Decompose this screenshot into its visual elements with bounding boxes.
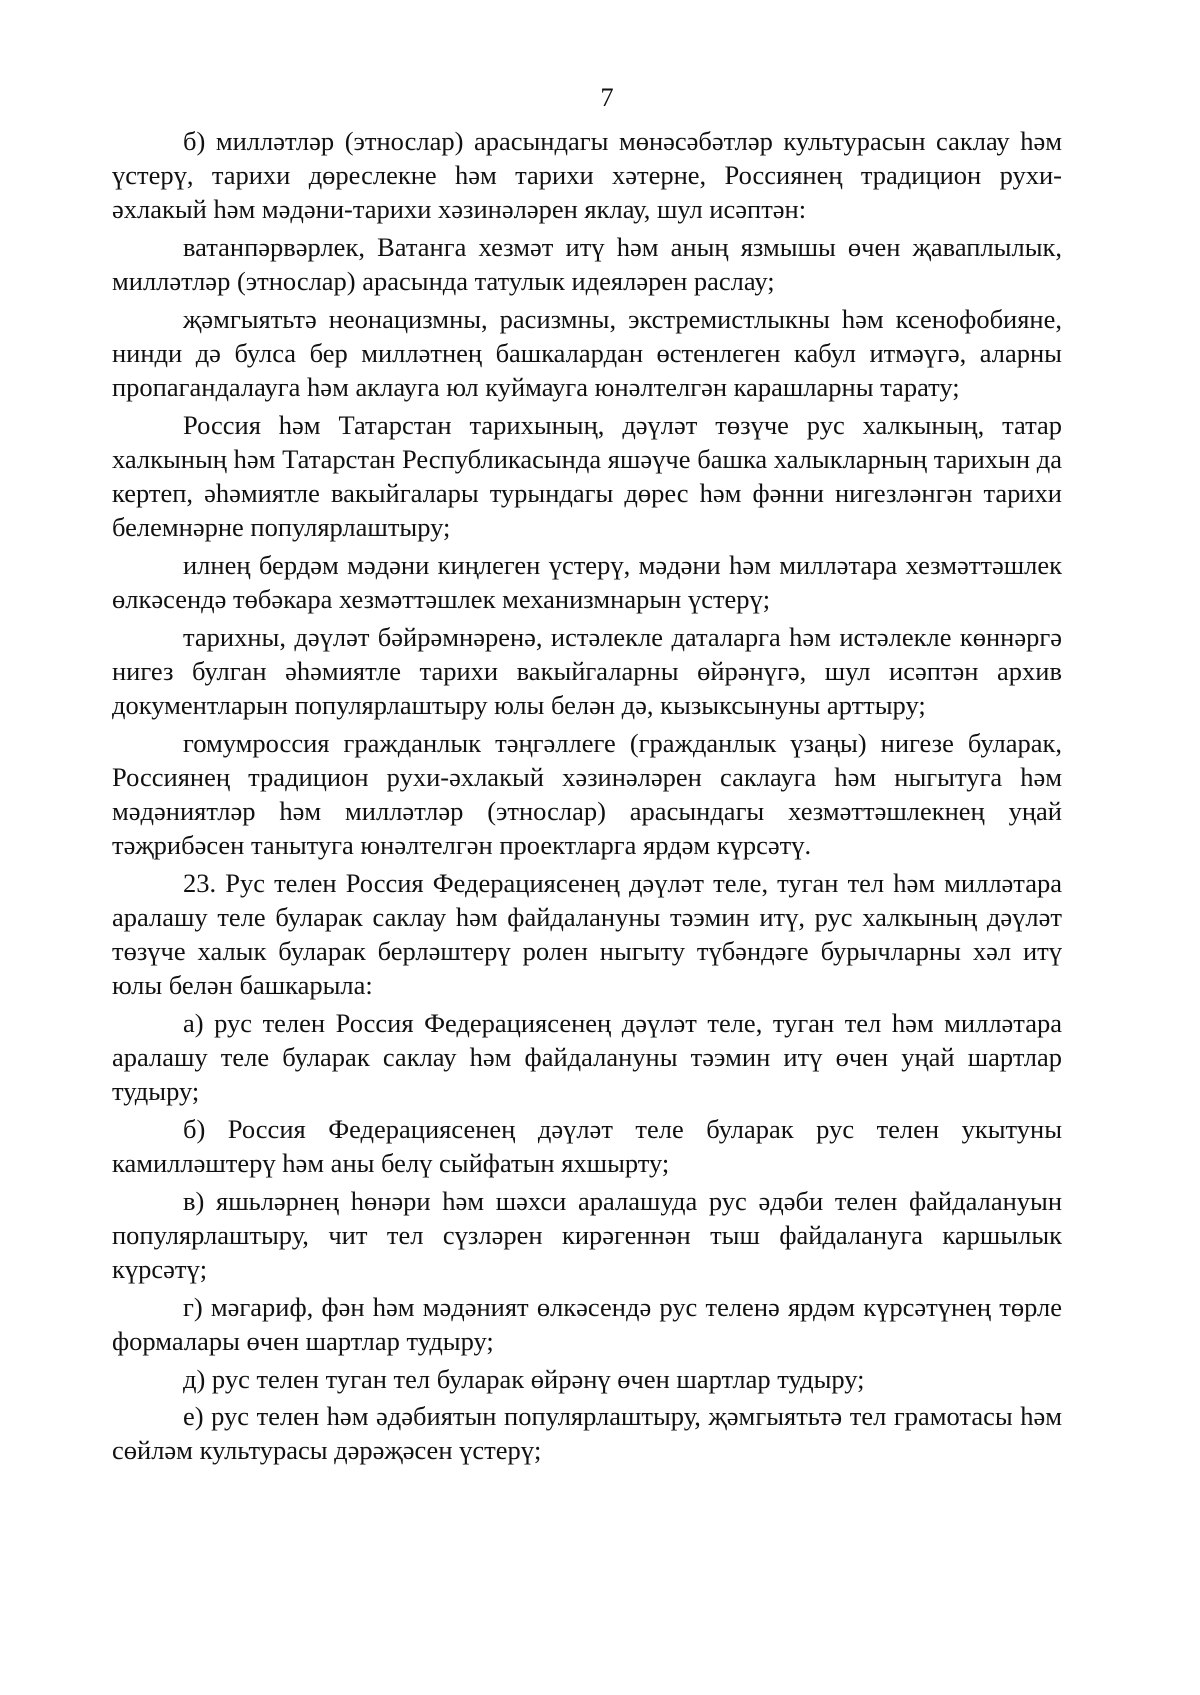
- paragraph-patriotism: ватанпәрвәрлек, Ватанга хезмәт итү һәм аның язмышы өчен җаваплылык, милләтләр (этнослар) арасында татулык идеяләрен раслау;: [112, 232, 1062, 296]
- paragraph-23-d: д) рус телен туган тел буларак өйрәнү өчен шартлар тудыру;: [183, 1364, 865, 1394]
- paragraph-anti-extremism: җәмгыятьтә неонацизмны, расизмны, экстремистлыкны һәм ксенофобияне, нинди дә булса бер милләтнең башкалардан өстенлеген кабул итмәүгә, аларны пропагандалауга һәм аклауга юл куймауга юнәлтелгән карашларны тарату;: [112, 304, 1062, 402]
- paragraph-b-interethnic-culture: б) милләтләр (этнослар) арасындагы мөнәсәбәтләр культурасын саклау һәм үстерү, тарихи дөреслекне һәм тарихи хәтерне, Россиянең традицион рухи-әхлакый һәм мәдәни-тарихи хәзинәләрен яклау, шул исәптән:: [112, 126, 1062, 224]
- page-number: 7: [600, 82, 614, 112]
- paragraph-cultural-space: илнең бердәм мәдәни киңлеген үстерү, мәдәни һәм милләтара хезмәттәшлек өлкәсендә төбәкара хезмәттәшлек механизмнарын үстерү;: [112, 550, 1062, 614]
- paragraph-23-russian-language: 23. Рус телен Россия Федерациясенең дәүләт теле, туган тел һәм милләтара аралашу теле буларак саклау һәм файдалануны тәэмин итү, рус халкының дәүләт төзүче халык буларак берләштерү ролен ныгыту түбәндәге бурычларны хәл итү юлы белән башкарыла:: [112, 868, 1062, 1000]
- document-page: [112, 80, 1062, 1471]
- paragraph-23-e: е) рус телен һәм әдәбиятын популярлаштыру, җәмгыятьтә тел грамотасы һәм сөйләм культурасы дәрәҗәсен үстерү;: [112, 1401, 1062, 1465]
- paragraph-23-b: б) Россия Федерациясенең дәүләт теле буларак рус телен укытуны камилләштерү һәм аны белү сыйфатын яхшырту;: [112, 1114, 1062, 1178]
- paragraph-23-g: г) мәгариф, фән һәм мәдәният өлкәсендә рус теленә ярдәм күрсәтүнең төрле формалары өчен шартлар тудыру;: [112, 1292, 1062, 1356]
- paragraph-history-interest: тарихны, дәүләт бәйрәмнәренә, истәлекле даталарга һәм истәлекле көннәргә нигез булган әһәмиятле тарихи вакыйгаларны өйрәнүгә, шул исәптән архив документларын популярлаштыру юлы белән дә, кызыксынуны арттыру;: [112, 622, 1062, 720]
- paragraph-civic-identity: гомумроссия гражданлык тәңгәллеге (гражданлык үзаңы) нигезе буларак, Россиянең традицион рухи-әхлакый хәзинәләрен саклауга һәм ныгытуга һәм мәдәниятләр һәм милләтләр (этнослар) арасындагы хезмәттәшлекнең уңай тәҗрибәсен танытуга юнәлтелгән проектларга ярдәм күрсәтү.: [112, 728, 1062, 860]
- paragraph-23-a: а) рус телен Россия Федерациясенең дәүләт теле, туган тел һәм милләтара аралашу теле буларак саклау һәм файдалануны тәэмин итү өчен уңай шартлар тудыру;: [112, 1008, 1062, 1106]
- paragraph-history-knowledge: Россия һәм Татарстан тарихының, дәүләт төзүче рус халкының, татар халкының һәм Татарстан Республикасында яшәүче башка халыкларның тарихын да кертеп, әһәмиятле вакыйгалары турындагы дөрес һәм фәнни нигезләнгән тарихи белемнәрне популярлаштыру;: [112, 410, 1062, 542]
- paragraph-23-v: в) яшьләрнең һөнәри һәм шәхси аралашуда рус әдәби телен файдалануын популярлаштыру, чит тел сүзләрен кирәгеннән тыш файдалануга каршылык күрсәтү;: [112, 1186, 1062, 1284]
